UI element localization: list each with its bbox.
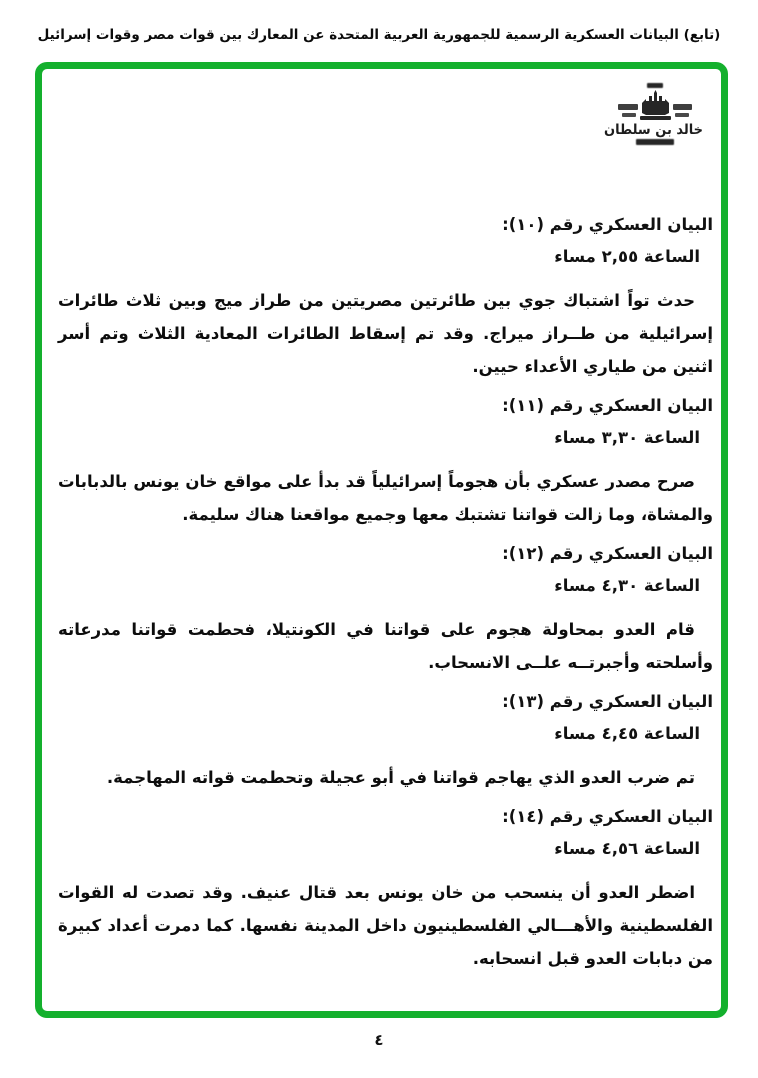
military-statement — [58, 686, 713, 794]
page-number: ٤ — [374, 1031, 384, 1049]
statement-body: تم ضرب العدو الذي يهاجم قواتنا في أبو عجيلة وتحطمت قواته المهاجمة. — [106, 768, 695, 787]
statement-time: الساعة ٣,٣٠ مساء — [554, 428, 700, 447]
military-statement — [58, 801, 713, 975]
statement-time: الساعة ٤,٣٠ مساء — [554, 576, 700, 595]
military-statement — [58, 390, 713, 531]
statement-heading: البيان العسكري رقم (١٤): — [502, 807, 713, 826]
statement-time: الساعة ٤,٥٦ مساء — [554, 839, 700, 858]
statement-heading: البيان العسكري رقم (١٠): — [502, 215, 713, 234]
military-statement — [58, 538, 713, 679]
statements-list — [42, 69, 721, 1011]
statement-body: اضطر العدو أن ينسحب من خان يونس بعد قتال عنيف. وقد تصدت له القوات الفلسطينية والأهـــالي الفلسطينيون داخل المدينة نفسها. كما دمرت أعداد كبيرة من دبابات العدو قبل انسحابه. — [58, 883, 713, 968]
stamp-name: خالد بن سلطان — [603, 122, 703, 139]
statement-time: الساعة ٤,٤٥ مساء — [554, 724, 700, 743]
statement-time: الساعة ٢,٥٥ مساء — [554, 247, 700, 266]
statement-body: حدث تواً اشتباك جوي بين طائرتين مصريتين من طراز ميج وبين ثلاث طائرات إسرائيلية من طــراز ميراج. وقد تم إسقاط الطائرات المعادية الثلاث وتم أسر اثنين من طياري الأعداء حيين. — [58, 291, 713, 376]
statement-heading: البيان العسكري رقم (١١): — [502, 396, 713, 415]
statement-heading: البيان العسكري رقم (١٢): — [502, 544, 713, 563]
statement-heading: البيان العسكري رقم (١٣): — [502, 692, 713, 711]
document-title: (تابع) البيانات العسكرية الرسمية للجمهورية العربية المتحدة عن المعارك بين قوات مصر وقوات إسرائيل — [37, 27, 721, 43]
statement-body: قام العدو بمحاولة هجوم على قواتنا في الكونتيلا، فحطمت قواتنا مدرعاته وأسلحته وأجبرتــه علــى الانسحاب. — [58, 620, 713, 672]
content-frame — [35, 62, 728, 1018]
military-statement — [58, 209, 713, 383]
statement-body: صرح مصدر عسكري بأن هجوماً إسرائيلياً قد بدأ على مواقع خان يونس بالدبابات والمشاة، وما زالت قواتنا تشتبك معها وجميع مواقعنا هناك سليمة. — [58, 472, 713, 524]
